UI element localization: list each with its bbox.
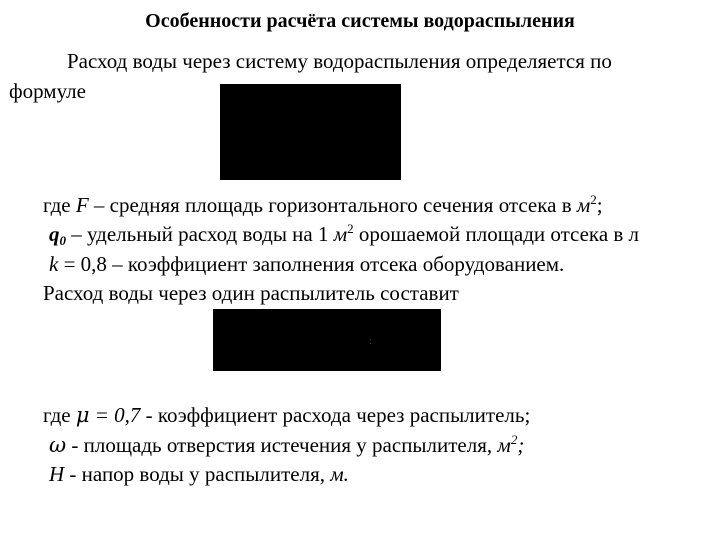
definition-k bbox=[49, 250, 564, 278]
unit-m2-q-sup: 2 bbox=[347, 221, 354, 236]
definition-omega-text: - площадь отверстия истечения у распылителя, bbox=[66, 433, 498, 457]
intro-line-1: Расход воды через систему водораспыления определяется по bbox=[67, 49, 612, 73]
definition-q0 bbox=[49, 220, 639, 248]
symbol-omega: ω bbox=[49, 433, 67, 457]
definition-f-prefix: где bbox=[43, 193, 76, 217]
formula-mark: : bbox=[369, 336, 372, 347]
unit-m2-sup: 2 bbox=[590, 192, 597, 207]
definition-q-text: – удельный расход воды на 1 bbox=[66, 222, 334, 246]
definition-mu bbox=[43, 401, 530, 429]
definition-h bbox=[49, 460, 349, 488]
definition-f-text: – средняя площадь горизонтального сечения отсека в bbox=[88, 193, 577, 217]
intro-line-2: формуле bbox=[9, 79, 86, 103]
definition-q-end: орошаемой площади отсека в л bbox=[353, 222, 640, 246]
formula-image-1 bbox=[220, 84, 401, 180]
definition-omega-end: ; bbox=[517, 433, 525, 457]
symbol-f: F bbox=[75, 193, 89, 217]
unit-m: м. bbox=[330, 462, 349, 486]
unit-m2-omega-sup: 2 bbox=[510, 432, 518, 447]
symbol-q: q bbox=[49, 222, 60, 246]
page-title: Особенности расчёта системы водораспыления bbox=[145, 10, 575, 32]
definition-f-end: ; bbox=[596, 193, 603, 217]
symbol-q-sub: 0 bbox=[59, 233, 66, 248]
definition-omega bbox=[49, 431, 524, 459]
symbol-mu: μ bbox=[75, 403, 90, 427]
definition-mu-prefix: где bbox=[43, 403, 76, 427]
unit-m2-q: м bbox=[333, 222, 348, 246]
definition-h-text: - напор воды у распылителя, bbox=[64, 462, 331, 486]
symbol-k: k bbox=[49, 252, 59, 276]
unit-m2-omega: м bbox=[497, 433, 511, 457]
unit-m2: м bbox=[576, 193, 591, 217]
symbol-h: H bbox=[49, 462, 65, 486]
definition-mu-text: - коэффициент расхода через распылитель; bbox=[140, 403, 531, 427]
mu-value: = 0,7 bbox=[89, 403, 141, 427]
sprayer-flow-line: Расход воды через один распылитель составит bbox=[43, 281, 459, 305]
formula-image-2 bbox=[213, 309, 441, 371]
definition-k-text: = 0,8 – коэффициент заполнения отсека оборудованием. bbox=[58, 252, 565, 276]
definition-f bbox=[43, 191, 603, 219]
